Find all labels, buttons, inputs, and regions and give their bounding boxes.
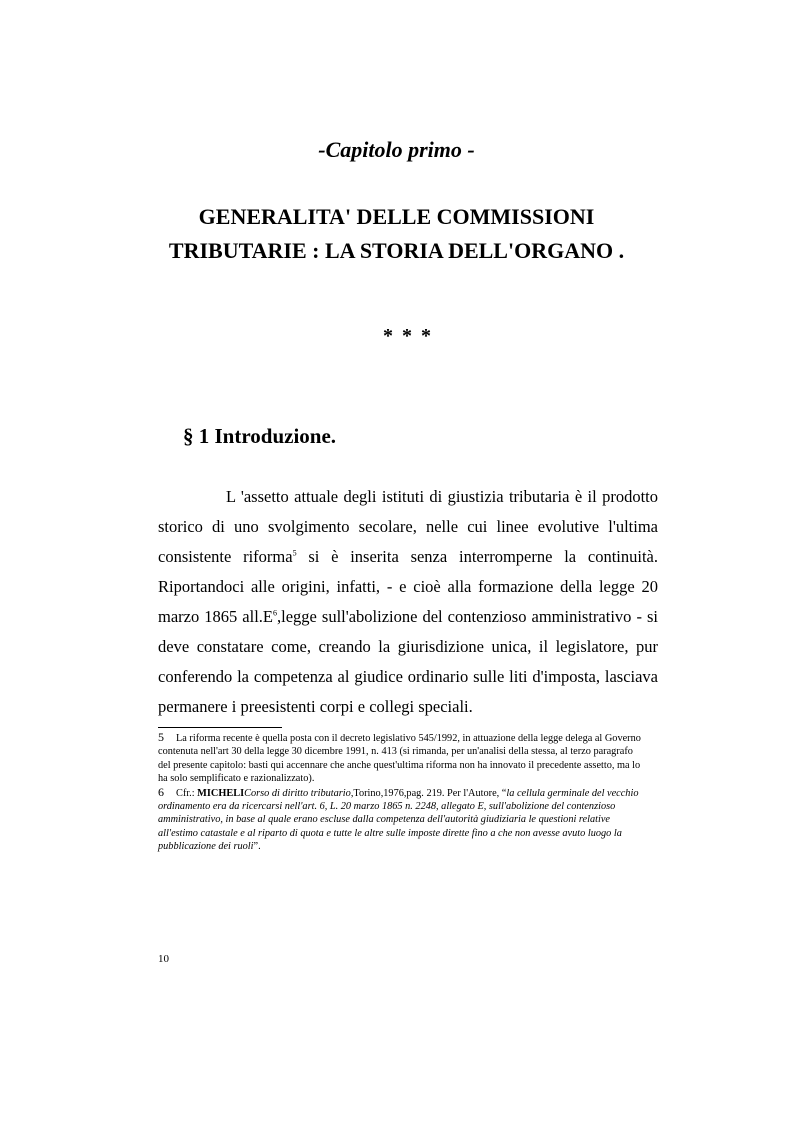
footnote-reference-6: 6 [273,608,277,618]
footnote-reference-5: 5 [292,548,297,558]
footnotes [158,731,648,854]
body-paragraph [158,482,658,722]
footnote-text: La riforma recente è quella posta con il decreto legislativo 545/1992, in attuazione della legge delega al Governo contenuta nell'art 30 della legge 30 dicembre 1991, n. 413 (si rimanda, per un'analisi della stessa, al terzo paragrafo del presente capitolo: basti qui accennare che anche quest'ultima riforma non ha innovato il precedente assetto, ma lo ha solo semplificato e razionalizzato). [158,733,641,785]
paragraph-text-part-2: si è inserita senza interromperne la continuità. Riportandoci alle origini, infatti, - e cioè alla formazione della legge 20 marzo 1865 all.E [158,547,659,626]
paragraph-text-part-3: ,legge sull'abolizione del contenzioso amministrativo - si deve constatare come, creando la giurisdizione unica, il legislatore, pur conferendo la competenza al giudice ordinario sulle liti d'imposta, lasciava permanere i preesistenti corpi e collegi speciali. [158,607,658,716]
footnote-suffix: ”. [253,841,261,853]
body-paragraph-container [158,482,658,722]
paragraph-text-part-1: L 'assetto attuale degli istituti di giustizia tributaria è il prodotto storico di uno svolgimento secolare, nelle cui linee evolutive l'ultima consistente riforma [158,487,658,566]
chapter-title [0,200,793,268]
chapter-title-line-1: GENERALITA' DELLE COMMISSIONI [198,204,595,229]
page-number: 10 [158,953,169,965]
footnote-citation: ,Torino,1976,pag. 219. Per l'Autore, “ [350,787,507,799]
footnote-quote: la cellula germinale del vecchio ordinamento era da ricercarsi nell'art. 6, L. 20 marzo 1865 n. 2248, allegato E, sull'abolizione del contenzioso amministrativo, in base al quale erano escluse dalla competenza dell'autorità giudiziaria le questioni relative all'estimo catastale e al riparto di quota e tutte le altre sulle imposte dirette fino a che non avesse avuto luogo la pubblicazione dei ruoli [158,787,639,853]
chapter-title-line-2: TRIBUTARIE : LA STORIA DELL'ORGANO . [168,238,625,263]
footnote-number: 6 [158,784,164,799]
footnote-separator-rule [158,727,282,728]
footnote-number: 5 [158,730,164,744]
footnote-prefix: Cfr.: [176,787,198,799]
footnote-5 [158,731,648,786]
footnote-author: MICHELI [197,787,245,799]
footnote-work-title: Corso di diritto tributario [244,787,351,799]
chapter-heading: -Capitolo primo - [318,137,475,162]
separator: * * * [383,325,433,347]
footnote-6 [158,786,648,854]
section-heading: § 1 Introduzione. [183,424,337,448]
